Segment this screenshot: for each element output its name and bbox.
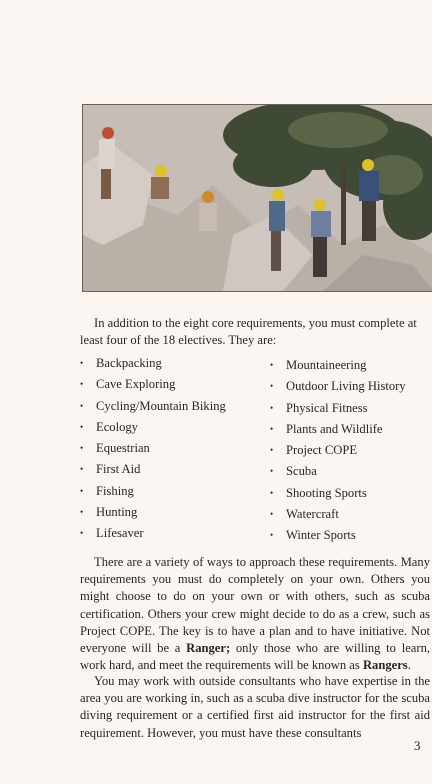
bullet-icon: • (80, 464, 84, 475)
bullet-icon: • (270, 466, 274, 477)
bullet-icon: • (270, 487, 274, 498)
list-item: • Project COPE (270, 440, 406, 461)
bullet-icon: • (80, 421, 84, 432)
list-item: • Shooting Sports (270, 483, 406, 504)
electives-list-right (270, 355, 406, 547)
ranger-term: Ranger; (186, 641, 231, 656)
list-item: • Cycling/Mountain Biking (80, 396, 226, 417)
list-item: • Watercraft (270, 504, 406, 525)
page-number: 3 (414, 738, 421, 753)
list-item: • Ecology (80, 417, 226, 438)
bullet-icon: • (270, 402, 274, 413)
bullet-icon: • (270, 381, 274, 392)
bullet-icon: • (80, 358, 84, 368)
list-item: • Equestrian (80, 438, 226, 459)
bullet-icon: • (270, 445, 274, 456)
bullet-icon: • (80, 400, 84, 411)
list-item: • Scuba (270, 461, 406, 482)
bullet-icon: • (80, 443, 84, 454)
bullet-icon: • (270, 360, 274, 370)
climbing-photo-illustration (83, 105, 432, 291)
consultants-paragraph: You may work with outside consultants who have expertise in the area you are working in, such as a scuba dive instructor for the scuba diving requirement or a certified first aid instructor for the first aid requirement. However, you must have these consultants (80, 674, 430, 740)
bullet-icon: • (80, 485, 84, 496)
bullet-icon: • (270, 530, 274, 541)
list-item: • Hunting (80, 502, 226, 523)
list-item: • Winter Sports (270, 525, 406, 546)
list-item: • First Aid (80, 459, 226, 480)
bullet-icon: • (80, 379, 84, 390)
list-item: • Plants and Wildlife (270, 419, 406, 440)
rangers-term: Rangers (362, 658, 408, 673)
bullet-icon: • (80, 507, 84, 518)
list-item: • Fishing (80, 481, 226, 502)
climbing-photo (82, 104, 432, 292)
list-item: • Mountaineering (270, 355, 406, 376)
bullet-icon: • (270, 423, 274, 434)
list-item: • Outdoor Living History (270, 376, 406, 397)
intro-paragraph: In addition to the eight core requirements, you must complete at least four of the 18 electives. They are: (80, 316, 417, 347)
list-item: • Cave Exploring (80, 374, 226, 395)
bullet-icon: • (270, 509, 274, 520)
list-item: • Physical Fitness (270, 398, 406, 419)
approach-paragraph: There are a variety of ways to approach these requirements. Many requirements you must do completely on your own. Others you might choose to do on your own or with others, such as scuba certification. Others your crew might decide to do as a crew, such as Project COPE. The key is to have a plan and to have initiative. Not everyone will be a Ranger; only those who are willing to learn, work hard, and meet the requirements will be known as Rangers. (80, 555, 431, 673)
list-item: • Backpacking (80, 353, 226, 374)
electives-list-left (80, 353, 226, 545)
bullet-icon: • (80, 528, 84, 539)
list-item: • Lifesaver (80, 523, 226, 544)
